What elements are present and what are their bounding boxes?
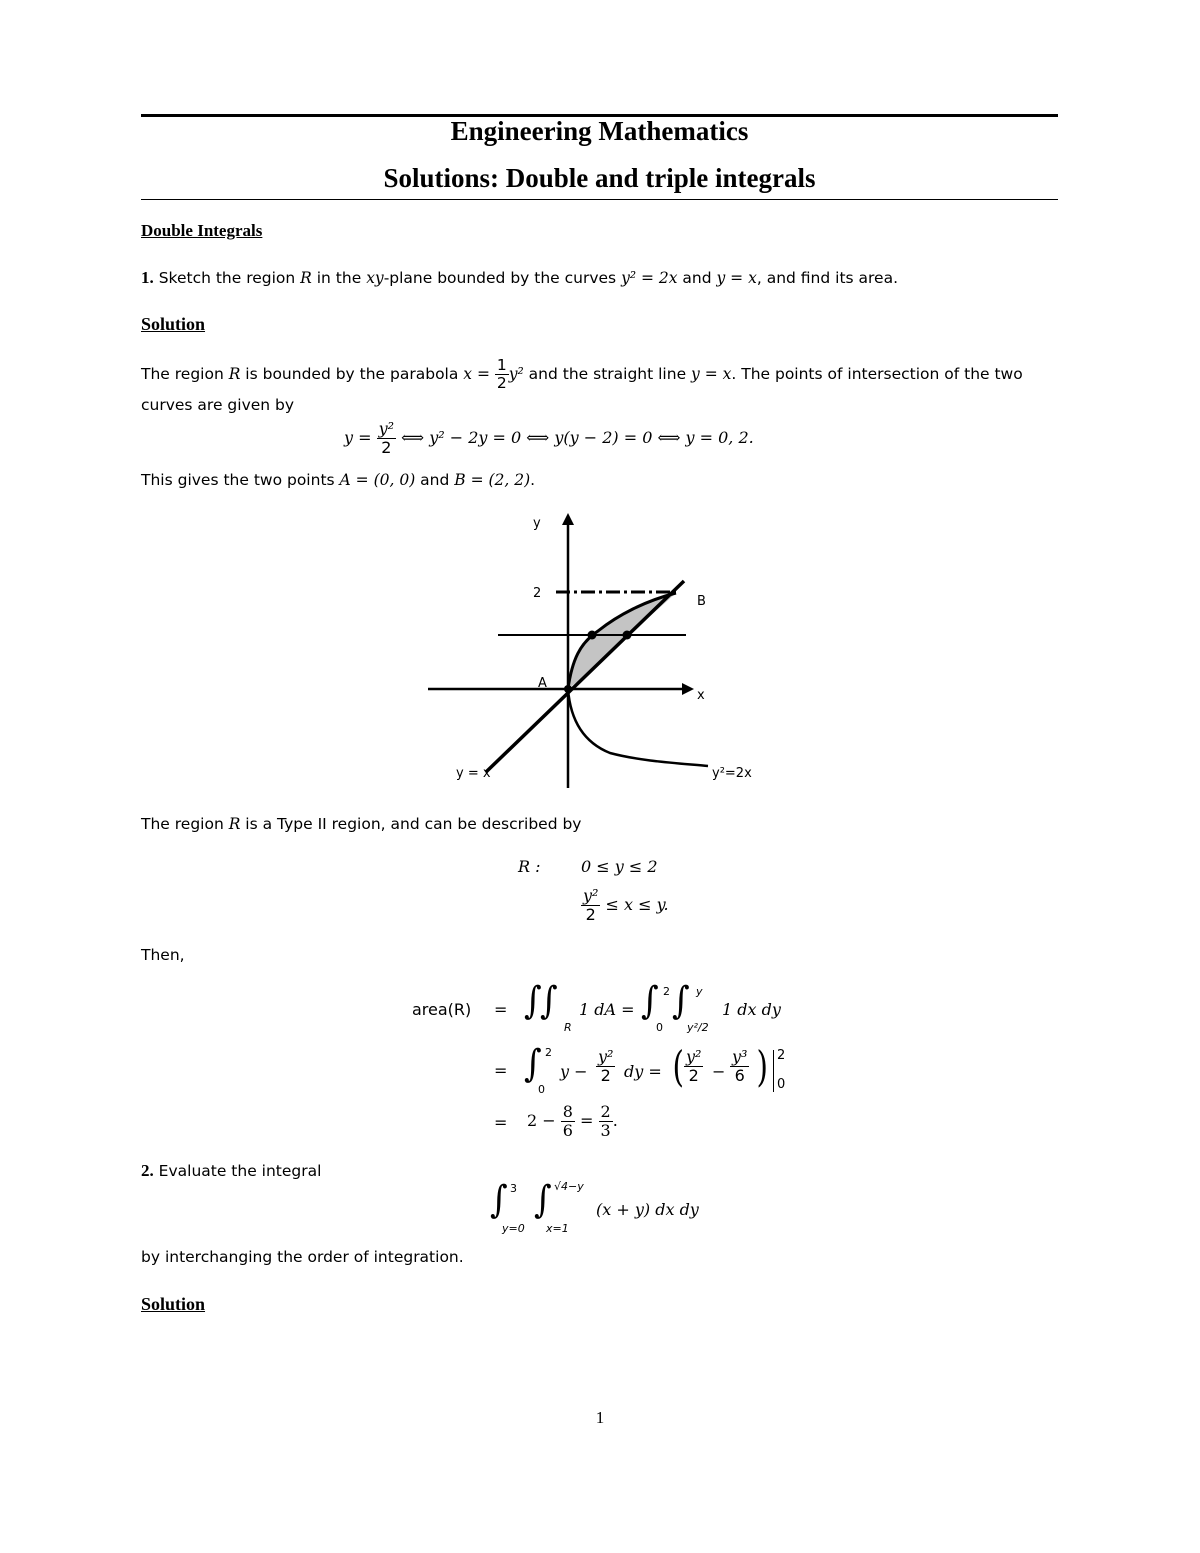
solution-1-line-1 — [141, 352, 1023, 396]
fraction-y2-over-2 — [596, 1048, 615, 1084]
fraction-numerator: y² — [686, 1047, 702, 1066]
outer-lower-limit: 0 — [656, 1021, 663, 1034]
solution-text: The region — [141, 365, 229, 383]
math-xy: xy — [366, 269, 384, 287]
line-y-equals-x — [486, 581, 684, 772]
math-parabola-eq: y² = 2x — [621, 269, 678, 287]
integral-sign: ∫ — [524, 1042, 542, 1086]
inner-upper-limit: √4−y — [554, 1180, 584, 1193]
equation-lhs: y = — [344, 428, 372, 447]
fraction-numerator: y² — [583, 886, 599, 906]
fraction-denominator: 2 — [688, 1065, 699, 1085]
intersection-points-sentence — [141, 471, 535, 489]
label-line-y-equals-x: y = x — [456, 766, 491, 781]
problem-2-integral — [490, 1180, 730, 1236]
fraction-numerator: 1 — [496, 355, 507, 374]
integral-sign: ∫ — [490, 1178, 508, 1222]
eq-sign-2: = — [494, 1061, 508, 1080]
solution-2-heading: Solution — [141, 1294, 206, 1314]
fraction-half — [495, 357, 509, 392]
equals-sign: = — [580, 1111, 594, 1130]
integrand-dA: 1 dA = — [579, 1000, 635, 1019]
lower-limit: 0 — [538, 1083, 545, 1096]
problem-1-text: Sketch the region — [158, 269, 301, 287]
fraction-denominator: 6 — [562, 1121, 573, 1140]
region-R-label: R : — [518, 857, 541, 876]
integrand-dx-dy: 1 dx dy — [722, 1000, 781, 1019]
fraction-numerator: 2 — [600, 1102, 611, 1122]
document-subtitle: Solutions: Double and triple integrals — [383, 163, 816, 193]
label-x-axis: x — [697, 688, 705, 703]
math-y-squared: y² — [508, 365, 524, 383]
solution-1-heading: Solution — [141, 314, 206, 334]
solution-text: . — [530, 471, 536, 489]
x-axis-arrow — [682, 683, 694, 695]
integral-sign: ∫ — [524, 979, 542, 1023]
label-A: A — [538, 676, 547, 691]
integral-sign: ∫ — [534, 1178, 552, 1222]
math-line-eq: y = x — [691, 365, 732, 383]
fraction-numerator: y³ — [732, 1047, 748, 1066]
inner-lower-limit: y²/2 — [687, 1021, 709, 1034]
fraction-numerator: y² — [598, 1047, 614, 1066]
inner-upper-limit: y — [696, 985, 703, 998]
solution-text: and the straight line — [523, 365, 692, 383]
two-minus: 2 − — [527, 1111, 556, 1130]
problem-1-text: in the — [311, 269, 367, 287]
fraction-denominator: 2 — [381, 438, 392, 457]
eval-upper: 2 — [777, 1048, 786, 1063]
fraction-denominator: 3 — [600, 1121, 611, 1140]
region-inequality-y: 0 ≤ y ≤ 2 — [581, 857, 658, 876]
intersection-point-A — [564, 685, 572, 693]
problem-2-number: 2. — [141, 1161, 154, 1180]
math-R: R — [300, 269, 312, 287]
header-bottom-rule — [141, 199, 1058, 200]
area-row-3 — [527, 1099, 618, 1143]
fraction-y2-over-2 — [377, 420, 396, 456]
solution-text: is a Type II region, and can be described by — [240, 815, 582, 833]
fraction-numerator: 8 — [562, 1102, 573, 1122]
area-row-1 — [524, 979, 824, 1035]
region-type-sentence — [141, 815, 581, 833]
problem-1-text: -plane bounded by the curves — [383, 269, 622, 287]
math-R: R — [228, 365, 241, 383]
solution-text: The region — [141, 815, 229, 833]
fraction-y2-over-2 — [684, 1048, 703, 1084]
outer-upper-limit: 3 — [510, 1182, 517, 1195]
fraction-denominator: 2 — [600, 1065, 611, 1085]
fraction-y2-over-2 — [581, 887, 600, 923]
problem-1-text: , and find its area. — [756, 269, 899, 287]
problem-2-text: Evaluate the integral — [153, 1162, 322, 1180]
inner-lower-limit: x=1 — [546, 1222, 569, 1235]
outer-lower-limit: y=0 — [502, 1222, 525, 1235]
region-sketch-figure — [420, 505, 780, 795]
then-text: Then, — [141, 946, 185, 964]
label-2: 2 — [533, 586, 542, 601]
problem-2-integrand: (x + y) dx dy — [596, 1200, 699, 1219]
eval-lower: 0 — [777, 1077, 786, 1092]
document-title: Engineering Mathematics — [450, 116, 749, 146]
integrand-y-minus: y − — [560, 1062, 588, 1081]
fraction-denominator: 2 — [496, 374, 507, 392]
math-line-eq: y = x — [716, 269, 757, 287]
fraction-numerator: y² — [378, 419, 395, 439]
intersection-equation — [344, 416, 754, 460]
fraction-denominator: 6 — [734, 1065, 745, 1085]
strip-point-left — [588, 631, 597, 640]
label-y-axis: y — [533, 516, 541, 531]
evaluation-bar — [773, 1050, 774, 1092]
integral-sign: ∫ — [540, 979, 558, 1023]
strip-point-right — [623, 631, 632, 640]
right-paren: ) — [756, 1042, 768, 1091]
outer-upper-limit: 2 — [663, 985, 670, 998]
problem-1-statement — [141, 268, 898, 288]
eq-sign-3: = — [494, 1113, 508, 1132]
solution-text: is bounded by the parabola — [240, 365, 464, 383]
fraction-8-over-6 — [561, 1103, 575, 1139]
y-axis-arrow — [562, 513, 574, 525]
upper-limit: 2 — [545, 1046, 552, 1059]
math-R: R — [228, 815, 241, 833]
label-B: B — [697, 594, 706, 609]
parabola-lower-branch — [568, 689, 708, 766]
solution-text: This gives the two points — [141, 471, 340, 489]
page-number: 1 — [595, 1408, 605, 1427]
problem-1-text: and — [677, 269, 717, 287]
solution-text: . The points of intersection of the two — [731, 365, 1023, 383]
inequality-rest: ≤ x ≤ y. — [605, 895, 669, 914]
point-A: A = (0, 0) — [339, 471, 416, 489]
dy-equals: dy = — [624, 1062, 662, 1081]
section-heading: Double Integrals — [141, 221, 263, 240]
integral-sign: ∫ — [641, 979, 659, 1023]
region-inequality-x — [581, 883, 669, 927]
area-of-R: area(R) — [412, 1000, 472, 1019]
problem-2-after: by interchanging the order of integration. — [141, 1248, 464, 1266]
minus-sign: − — [712, 1062, 726, 1081]
problem-1-number: 1. — [141, 268, 154, 287]
area-row-2 — [524, 1044, 824, 1100]
equation-chain: ⟺ y² − 2y = 0 ⟺ y(y − 2) = 0 ⟺ y = 0, 2. — [401, 428, 754, 447]
region-subscript: R — [564, 1021, 572, 1034]
period: . — [612, 1111, 618, 1130]
solution-text: and — [415, 471, 455, 489]
math-x-eq: x = — [463, 365, 490, 383]
fraction-y3-over-6 — [730, 1048, 749, 1084]
left-paren: ( — [672, 1042, 684, 1091]
area-lhs — [412, 1000, 471, 1019]
point-B: B = (2, 2) — [454, 471, 531, 489]
integral-sign: ∫ — [672, 979, 690, 1023]
fraction-2-over-3 — [599, 1103, 613, 1139]
fraction-denominator: 2 — [585, 905, 596, 924]
label-parabola: y²=2x — [712, 766, 752, 781]
solution-1-line-2: curves are given by — [141, 396, 295, 414]
eq-sign-1: = — [494, 1000, 508, 1019]
problem-2-statement — [141, 1161, 321, 1181]
